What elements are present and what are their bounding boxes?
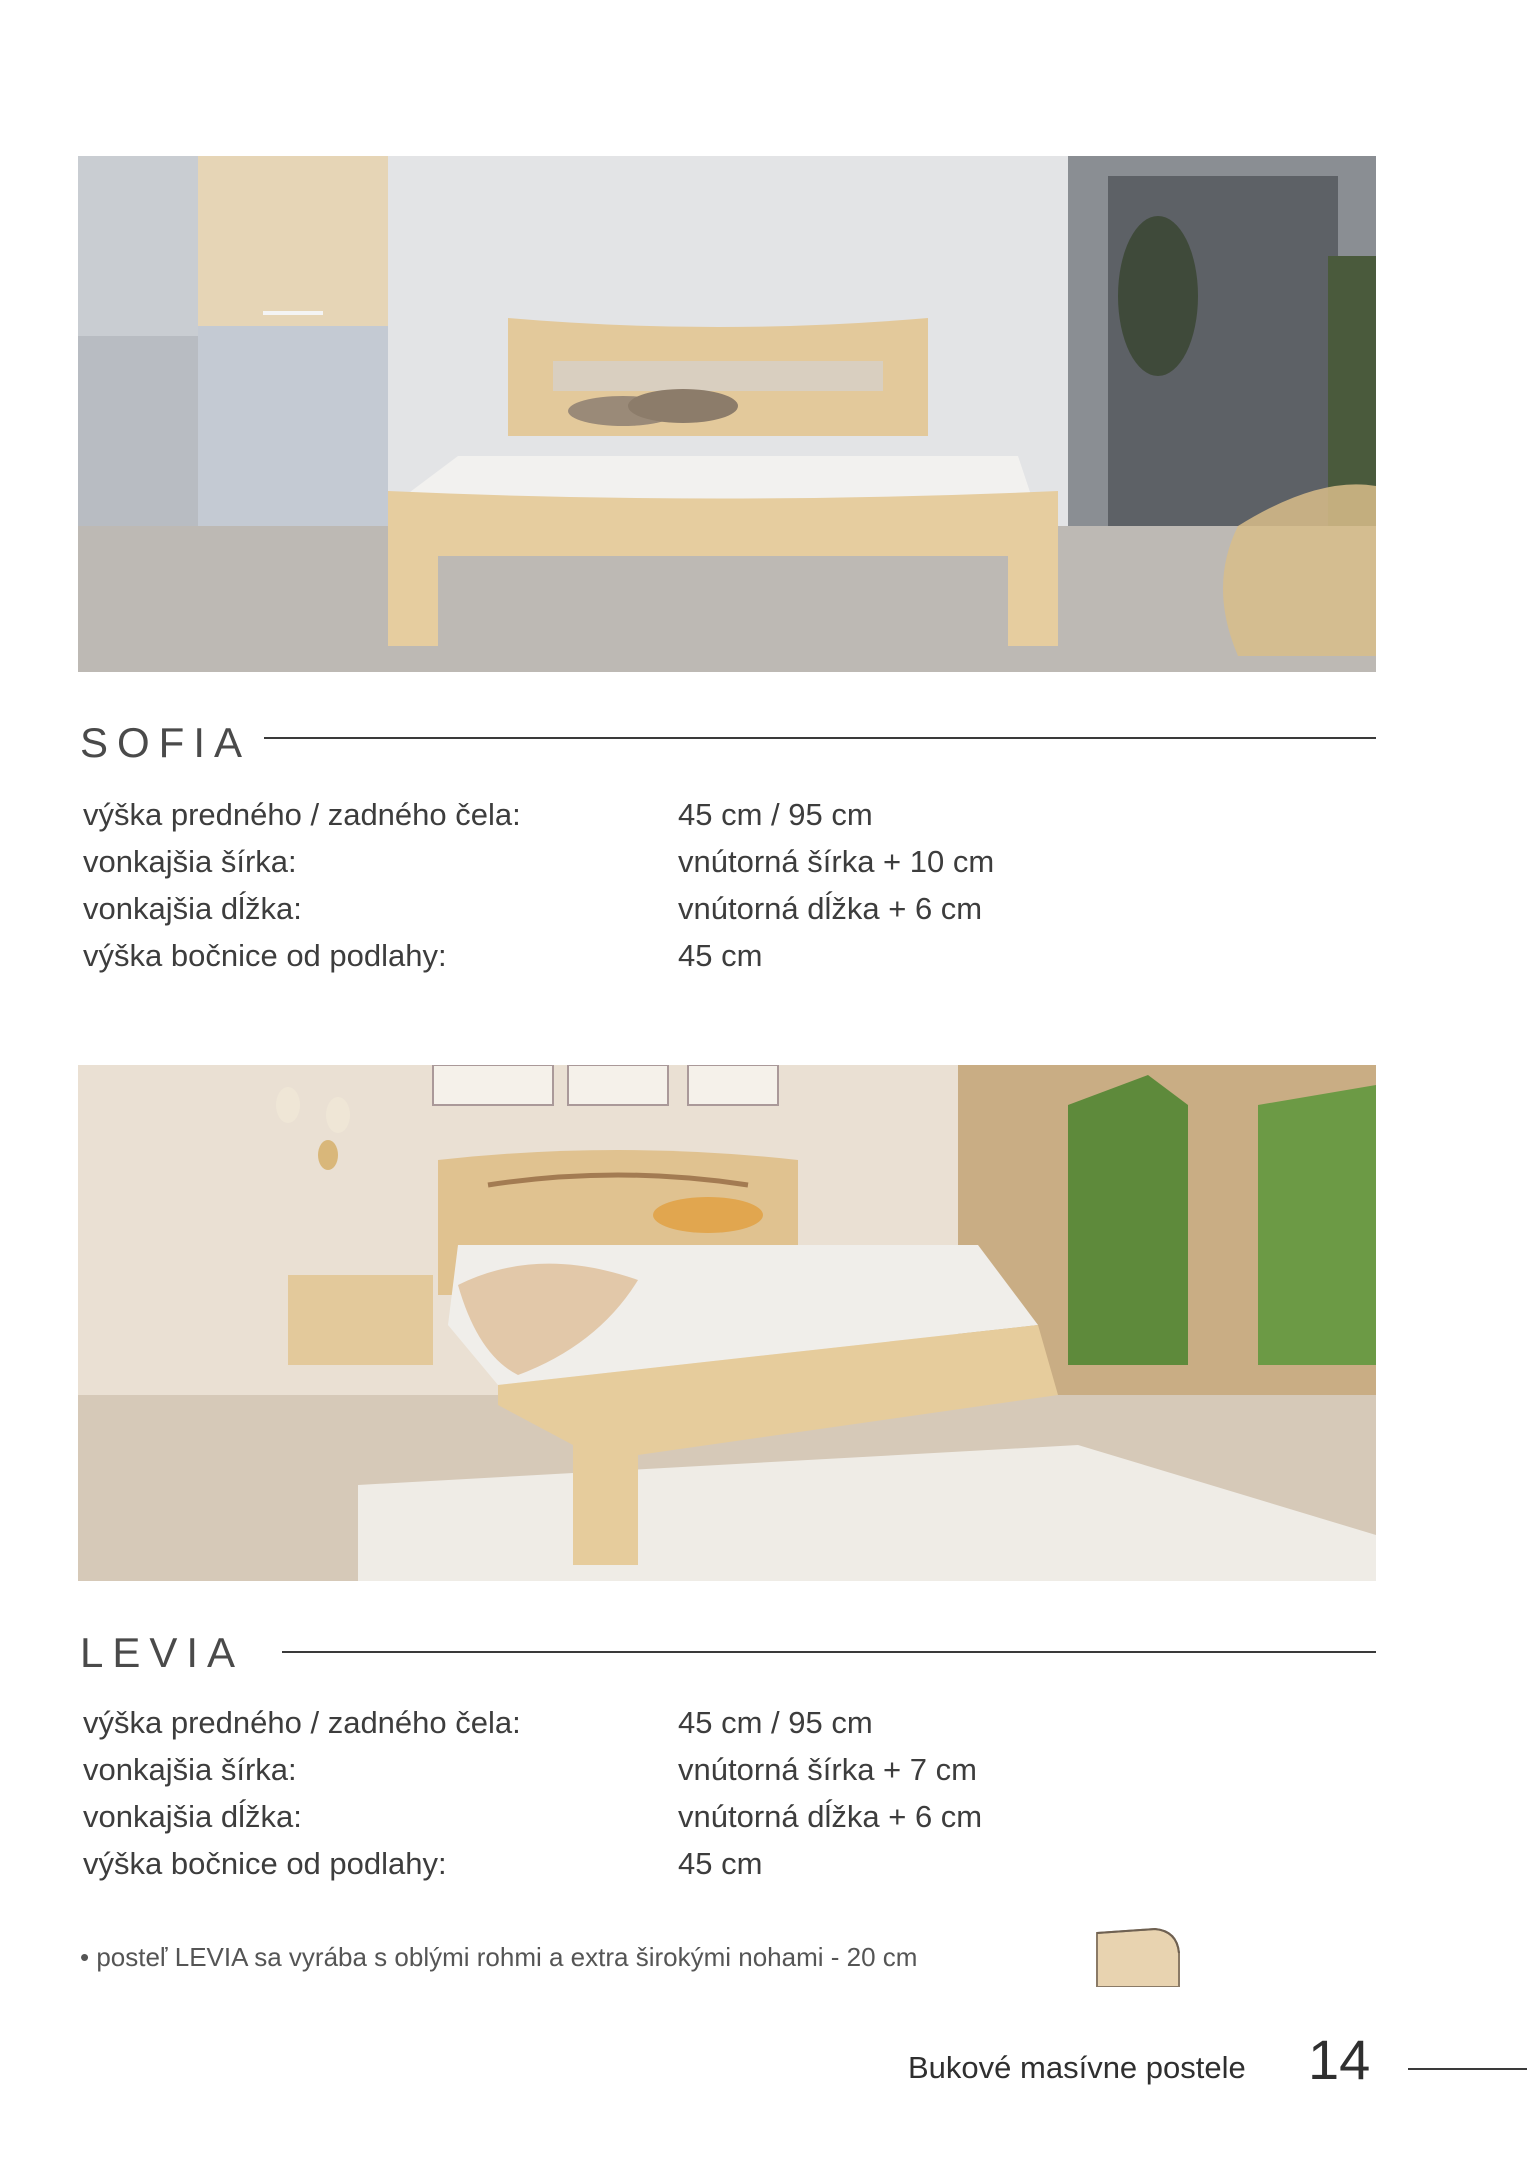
catalog-section-title: Bukové masívne postele <box>908 2050 1246 2085</box>
spec-row <box>83 1799 1283 1846</box>
spec-value: 45 cm <box>678 938 763 973</box>
page-number: 14 <box>1308 2028 1371 2091</box>
spec-row <box>83 844 1283 891</box>
product-title-levia: LEVIA <box>80 1629 245 1676</box>
spec-row <box>83 891 1283 938</box>
spec-value: vnútorná šírka + 10 cm <box>678 844 995 879</box>
spec-value: 45 cm <box>678 1846 763 1881</box>
spec-row <box>83 1846 1283 1893</box>
spec-row <box>83 797 1283 844</box>
spec-row <box>83 1705 1283 1752</box>
title-divider <box>282 1651 1376 1653</box>
spec-table-sofia <box>83 797 1283 985</box>
sofia-bed-photo <box>78 156 1376 672</box>
spec-value: 45 cm / 95 cm <box>678 1705 873 1740</box>
spec-label: vonkajšia dĺžka: <box>83 1799 302 1834</box>
spec-value: vnútorná dĺžka + 6 cm <box>678 891 983 926</box>
spec-label: výška predného / zadného čela: <box>83 1705 521 1740</box>
spec-label: vonkajšia šírka: <box>83 844 297 879</box>
levia-corner-note: • posteľ LEVIA sa vyrába s oblými rohmi a extra širokými nohami - 20 cm <box>80 1942 918 1972</box>
spec-label: výška predného / zadného čela: <box>83 797 521 832</box>
spec-label: výška bočnice od podlahy: <box>83 938 447 973</box>
title-divider <box>264 737 1376 739</box>
spec-label: výška bočnice od podlahy: <box>83 1846 447 1881</box>
spec-label: vonkajšia šírka: <box>83 1752 297 1787</box>
spec-row <box>83 938 1283 985</box>
spec-row <box>83 1752 1283 1799</box>
spec-table-levia <box>83 1705 1283 1893</box>
rounded-corner-sample-image <box>1095 1923 1181 1987</box>
product-title-sofia: SOFIA <box>80 719 252 766</box>
levia-bed-photo <box>78 1065 1376 1581</box>
spec-value: vnútorná dĺžka + 6 cm <box>678 1799 983 1834</box>
spec-value: vnútorná šírka + 7 cm <box>678 1752 977 1787</box>
spec-label: vonkajšia dĺžka: <box>83 891 302 926</box>
spec-value: 45 cm / 95 cm <box>678 797 873 832</box>
footer-divider <box>1408 2068 1527 2070</box>
